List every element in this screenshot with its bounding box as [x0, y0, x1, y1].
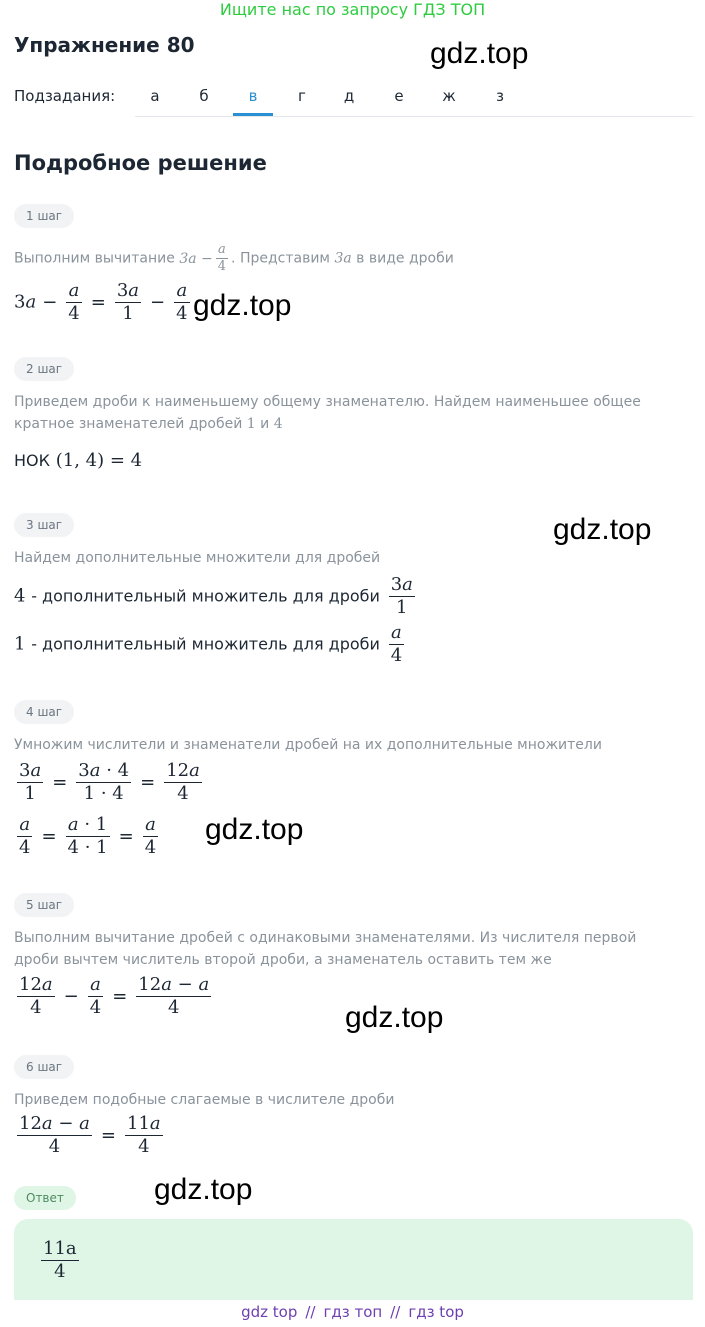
tab-g[interactable]: г	[298, 87, 306, 105]
step-4-formula-1: $\frac{3a}{1}$ = $\frac{3a \cdot 4}{1 \cdot 4}$ = $\frac{12a}{4}$	[19, 760, 200, 804]
watermark: gdz.top	[205, 813, 304, 846]
answer-denominator: 4	[54, 1261, 66, 1282]
watermark: gdz.top	[553, 513, 652, 546]
step-3-row-1: 4 - дополнительный множитель для дроби $\frac{3a}{1}$	[14, 574, 413, 618]
tab-e[interactable]: е	[394, 87, 404, 105]
step-1-expr-b: 3a	[334, 250, 352, 267]
answer-numerator: 11a	[43, 1238, 77, 1259]
step-4-formula-2: $\frac{a}{4}$ = $\frac{a \cdot 1}{4 \cdot 1}$ = $\frac{a}{4}$	[19, 814, 157, 858]
step-2-text: Приведем дроби к наименьшему общему знаменателю. Найдем наименьшее общее кратное знаменателей дробей 1 и 4	[14, 394, 641, 432]
tab-zh[interactable]: ж	[442, 87, 456, 105]
search-banner: Ищите нас по запросу ГДЗ ТОП	[219, 0, 486, 19]
tab-z[interactable]: з	[496, 87, 504, 105]
watermark: gdz.top	[193, 289, 292, 322]
step-6-badge: 6 шаг	[14, 1055, 74, 1079]
step-5-text: Выполним вычитание дробей с одинаковыми знаменателями. Из числителя первой дроби вычтем числитель второй дроби, а знаменатель оставить тем же	[14, 930, 637, 968]
step-2-badge: 2 шаг	[14, 357, 74, 381]
tab-v[interactable]: в	[233, 78, 273, 116]
step-1-badge: 1 шаг	[14, 204, 74, 228]
section-title: Подробное решение	[14, 151, 267, 175]
step-1-text: Выполним вычитание 3a − $\frac{a}{4}$ . Представим 3a в виде дроби	[14, 242, 454, 274]
step-3-text: Найдем дополнительные множители для дробей	[14, 550, 381, 566]
watermark: gdz.top	[345, 1001, 444, 1034]
footer-links: gdz top // гдз топ // гдз top	[241, 1303, 464, 1321]
step-5-formula: $\frac{12a}{4}$ − $\frac{a}{4}$ = $\frac{12a - a}{4}$	[19, 974, 210, 1018]
answer-badge: Ответ	[14, 1186, 76, 1210]
watermark: gdz.top	[154, 1173, 253, 1206]
step-3-badge: 3 шаг	[14, 513, 74, 537]
step-4-badge: 4 шаг	[14, 700, 74, 724]
watermark: gdz.top	[430, 37, 529, 70]
step-6-text: Приведем подобные слагаемые в числителе дроби	[14, 1092, 395, 1108]
tab-a[interactable]: а	[150, 87, 160, 105]
footer-link-2[interactable]: гдз топ	[323, 1303, 383, 1321]
footer-link-3[interactable]: гдз top	[408, 1303, 464, 1321]
footer-link-1[interactable]: gdz top	[241, 1303, 298, 1321]
step-2-formula: НОК (1, 4) = 4	[14, 450, 143, 471]
tab-b[interactable]: б	[199, 87, 209, 105]
subtask-tabs	[135, 78, 693, 117]
step-1-expr-a: 3a − $\frac{a}{4}$	[179, 242, 227, 274]
step-4-text: Умножим числители и знаменатели дробей на их дополнительные множители	[14, 737, 602, 753]
answer-box	[14, 1219, 693, 1300]
page-title: Упражнение 80	[14, 33, 195, 57]
answer-formula	[38, 1238, 82, 1283]
tab-d[interactable]: д	[343, 87, 355, 105]
step-5-badge: 5 шаг	[14, 893, 74, 917]
subtasks-label: Подзадания:	[14, 87, 116, 105]
step-1-formula: 3a − $\frac{a}{4}$ = $\frac{3a}{1}$ − $\frac{a}{4}$	[14, 280, 188, 324]
step-3-row-2: 1 - дополнительный множитель для дроби $\frac{a}{4}$	[14, 622, 403, 666]
step-6-formula: $\frac{12a - a}{4}$ = $\frac{11a}{4}$	[19, 1113, 161, 1157]
